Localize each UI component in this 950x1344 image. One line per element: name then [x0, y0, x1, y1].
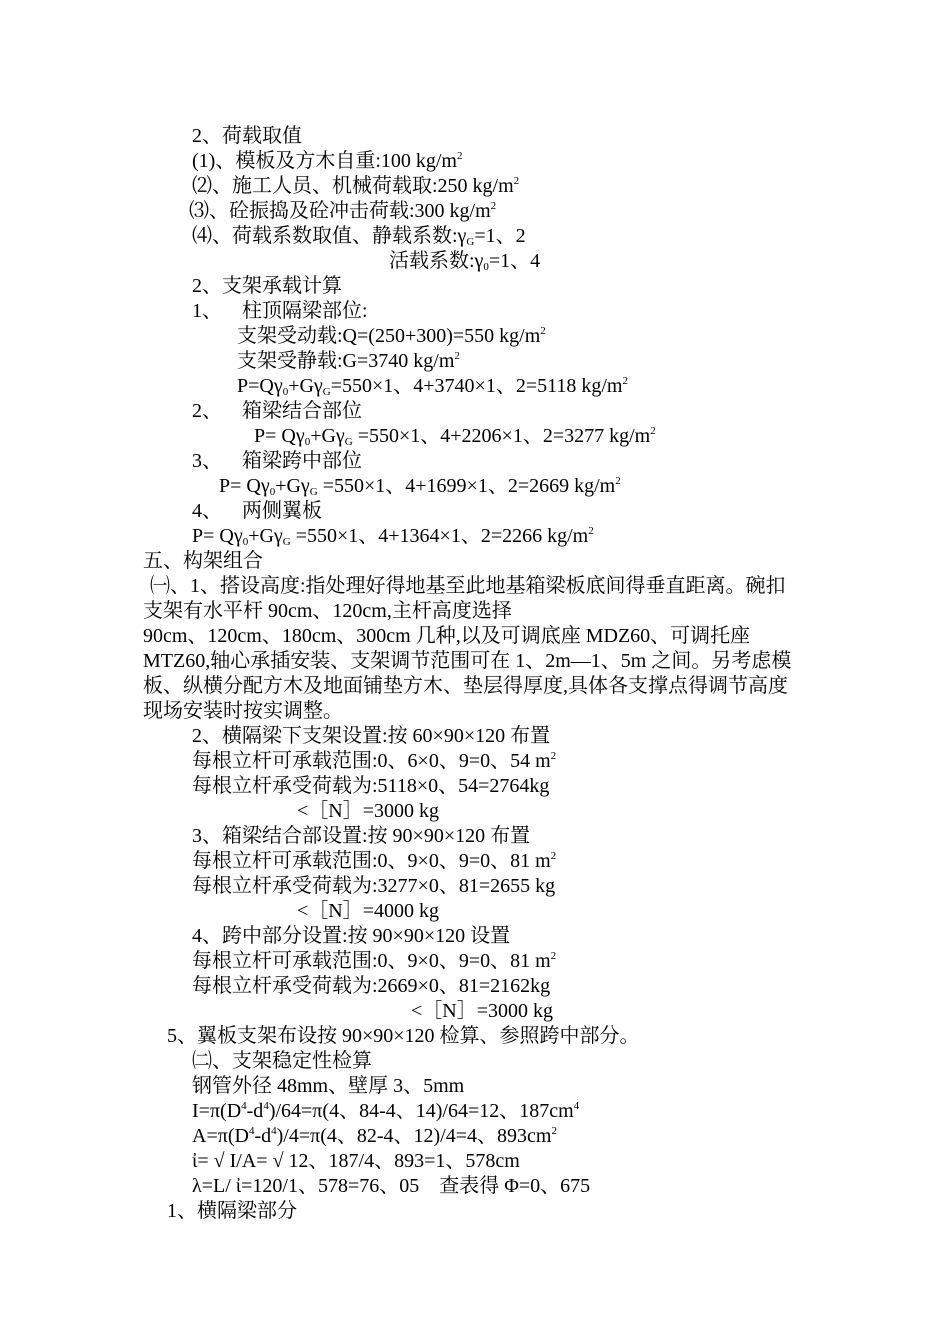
text-line: <［N］=3000 kg	[297, 800, 440, 822]
text-line: <［N］=4000 kg	[297, 900, 440, 922]
text-line: 2、 箱梁结合部位	[192, 400, 362, 422]
formula-line: $P= Q\gamma_0+G\gamma_G =550\times 1$、4+1364×1、2=2266 $kg/m^2$	[192, 525, 594, 548]
formula-line: λ=L/ ἰ=120/1、578=76、05 查表得 Φ=0、675	[192, 1175, 591, 1197]
text-line: 3、 箱梁跨中部位	[192, 450, 362, 472]
text-line: 4、跨中部分设置:按 90×90×120 设置	[192, 925, 511, 947]
text-line: 5、翼板支架布设按 90×90×120 检算、参照跨中部分。	[167, 1025, 640, 1047]
text-line: 每根立杆可承载范围:0、9×0、9=0、81 $m^2$	[192, 950, 557, 972]
formula-line: $A=\pi(D^4-d^4)/4=\pi(4$、82-4、12)/4=4、$893cm^2$	[192, 1125, 557, 1147]
text-line: ⑵、施工人员、机械荷载取:250 $kg/m^2$	[192, 175, 520, 197]
text-line: <［N］=3000 kg	[411, 1000, 554, 1022]
formula-line: ἰ= √ I/A= √ 12、187/4、893=1、578cm	[192, 1150, 520, 1172]
text-line: 1、 柱顶隔梁部位:	[192, 300, 368, 322]
text-line: 每根立杆可承载范围:0、6×0、9=0、54 $m^2$	[192, 750, 557, 772]
formula-line: $P= Q\gamma_0+G\gamma_G =550\times 1$、4+2206×1、2=3277 $kg/m^2$	[254, 425, 656, 448]
section-heading-stability: ㈡、支架稳定性检算	[192, 1050, 372, 1072]
paragraph-height-setting: ㈠、1、搭设高度:指处理好得地基至此地基箱梁板底间得垂直距离。碗扣支架有水平杆 90cm、120cm,主杆高度选择	[143, 575, 786, 622]
text-line: 每根立杆承受荷载为:2669×0、81=2162kg	[192, 975, 551, 997]
text-line: 每根立杆承受荷载为:3277×0、81=2655 kg	[192, 875, 556, 897]
text-line: 2、横隔梁下支架设置:按 60×90×120 布置	[192, 725, 551, 747]
text-line: 1、横隔梁部分	[167, 1200, 297, 1222]
formula-line: $I=\pi(D^4-d^4)/64=\pi(4$、84-4、14)/64=12、$187cm^4$	[192, 1100, 580, 1122]
paragraph-scaffold-details: 90cm、120cm、180cm、300cm 几种,以及可调底座 MDZ60、可调托座 MTZ60,轴心承插安装、支架调节范围可在 1、2m—1、5m 之间。另考虑模板、纵横分配方木及地面铺垫方木、垫层得厚度,具体各支撑点得调节高度现场安装时按实调整。	[143, 625, 792, 722]
text-line: 4、 两侧翼板	[192, 500, 322, 522]
text-line: ⑶、砼振捣及砼冲击荷载:300 $kg/m^2$	[189, 200, 497, 222]
text-line: 每根立杆可承载范围:0、9×0、9=0、81 $m^2$	[192, 850, 557, 872]
formula-line: $P= Q\gamma_0+G\gamma_G =550\times 1$、4+1699×1、2=2669 $kg/m^2$	[219, 475, 621, 498]
text-line: 钢管外径 48mm、壁厚 3、5mm	[192, 1075, 465, 1097]
text-line: 活载系数$:\gamma_0=1$、4	[389, 250, 541, 273]
text-line: 3、箱梁结合部设置:按 90×90×120 布置	[192, 825, 531, 847]
chapter-heading: 五、构架组合	[143, 550, 263, 572]
text-line: ⑷、荷载系数取值、静载系数$:\gamma_G=1$、2	[192, 225, 526, 248]
text-line: 支架受静载:G=3740 $kg/m^2$	[237, 350, 460, 372]
formula-line: $P=Q\gamma_0+G\gamma_G=550\times 1$、4+3740×1、2=5118 $kg/m^2$	[237, 375, 628, 398]
text-line: (1)、模板及方木自重:100 $kg/m^2$	[192, 150, 463, 172]
section-heading-bearing-calc: 2、支架承载计算	[192, 275, 342, 297]
section-heading-load-values: 2、荷载取值	[192, 125, 302, 147]
text-line: 支架受动载:Q=(250+300)=550 $kg/m^2$	[237, 325, 546, 347]
text-line: 每根立杆承受荷载为:5118×0、54=2764kg	[192, 775, 550, 797]
